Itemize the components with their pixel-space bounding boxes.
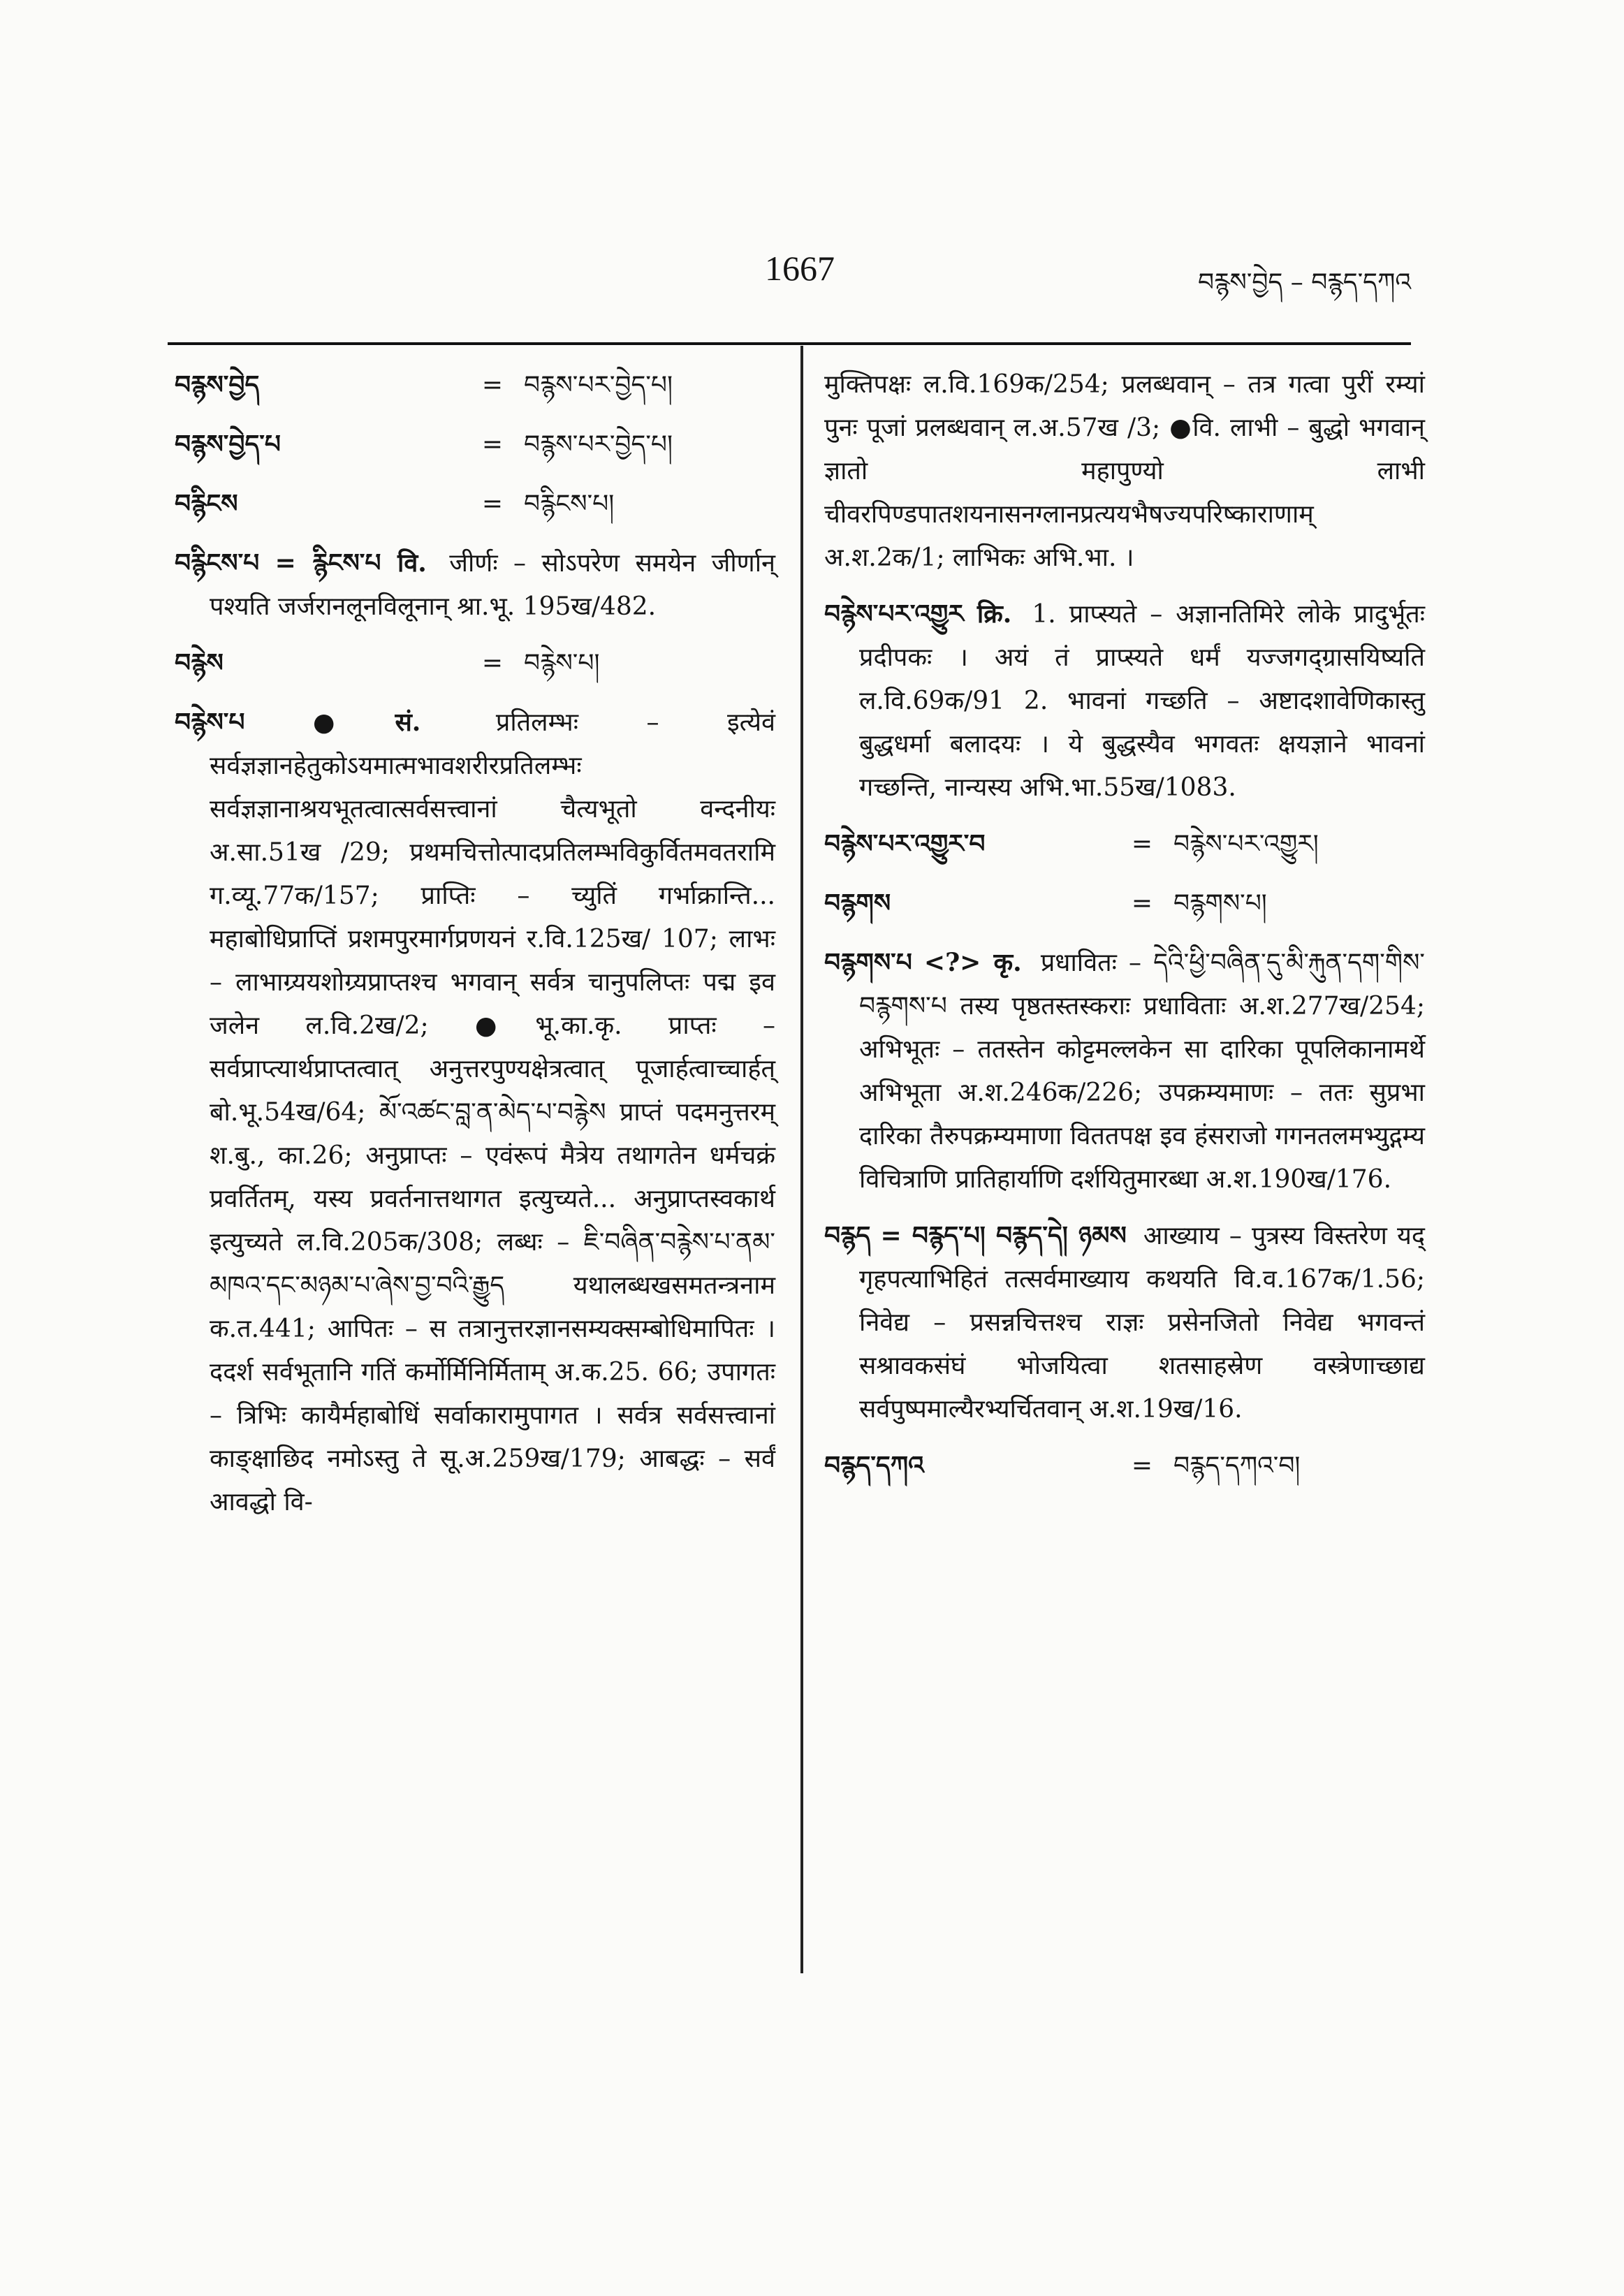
headword: བརྙགས་པ xyxy=(824,948,912,977)
dictionary-entry xyxy=(824,941,1425,1201)
headword: བརྙེས་པར་འགྱུར་བ xyxy=(824,829,986,858)
headword: བརྙས་བྱེད་པ xyxy=(175,430,281,459)
header-rule xyxy=(168,342,1411,345)
equals-sign: = xyxy=(481,490,504,518)
dictionary-entry xyxy=(824,1214,1425,1431)
equals-sign: = xyxy=(481,649,504,678)
entry-text: प्रधावितः – དེའི་ཕྱི་བཞིན་དུ་མི་རྐུན་དག་གིས་བརྙགས་པ तस्य पृष्ठतस्तस्कराः प्रधाविताः अ.श.277ख/254; अभिभूतः – ततस्तेन कोट्टमल्लकेन सा दारिका पूपलिकानामर्थे अभिभूता अ.श.246क/226; उपक्रम्यमाणः – ततः सुप्रभा दारिका तैरुपक्रम्यमाणा विततपक्ष इव हंसराजो गगनतलमभ्युद्गम्य विचित्राणि प्रातिहार्याणि दर्शयितुमारब्धा अ.श.190ख/176. xyxy=(859,949,1425,1194)
right-column xyxy=(824,363,1425,1503)
equals-sign: = xyxy=(481,371,504,400)
headword: བརྙས་བྱེད xyxy=(175,370,260,400)
left-column xyxy=(175,363,775,1537)
entry-text: मुक्तिपक्षः ल.वि.169क/254; प्रलब्धवान् – तत्र गत्वा पुरीं रम्यां पुनः पूजां प्रलब्धवान् ल.अ.57ख /3; ●वि. लाभी – बुद्धो भगवान् ज्ञातो महापुण्यो लाभी चीवरपिण्डपातशयनासनग्लानप्रत्ययभैषज्यपरिष्काराणाम् अ.श.2क/1; लाभिकः अभि.भा. । xyxy=(824,370,1425,572)
grammar-label: ●सं. xyxy=(312,708,421,737)
xref-entry xyxy=(175,363,775,407)
xref-entry xyxy=(824,822,1425,866)
xref-target: བརྙེས་པར་འགྱུར། xyxy=(1173,830,1319,858)
xref-target: བརྙས་པར་བྱེད་པ། xyxy=(524,430,673,459)
headword: བརྙིངས་པ xyxy=(175,548,260,578)
page-header xyxy=(168,248,1411,304)
equals-sign: = xyxy=(1131,830,1153,858)
dictionary-entry xyxy=(824,592,1425,810)
xref-entry xyxy=(175,641,775,685)
headword: བརྙེས་པར་འགྱུར xyxy=(824,599,964,629)
xref-entry xyxy=(175,423,775,467)
headword: བརྙད xyxy=(824,1221,871,1250)
continuation-text xyxy=(824,363,1425,580)
headword: བརྙད་དཀའ xyxy=(824,1451,924,1480)
grammar-label: क्रि. xyxy=(976,599,1012,629)
equals-sign: = xyxy=(1131,889,1153,918)
headword: བརྙགས xyxy=(824,889,891,918)
xref-target: བརྙགས་པ། xyxy=(1173,889,1267,918)
page-number: 1667 xyxy=(765,249,835,288)
xref-entry xyxy=(824,882,1425,926)
dictionary-entry xyxy=(175,541,775,629)
grammar-label: <?> कृ. xyxy=(923,948,1022,977)
headword: བརྙེས xyxy=(175,648,224,678)
xref-entry xyxy=(824,1444,1425,1488)
dictionary-entry xyxy=(175,701,775,1524)
entry-text: जीर्णः – सोऽपरेण समयेन जीर्णान् पश्यति जर्जरानलूनविलूनान् श्रा.भू. 195ख/482. xyxy=(210,549,775,621)
xref-target: བརྙིངས་པ། xyxy=(524,490,615,518)
entry-text: 1. प्राप्स्यते – अज्ञानतिमिरे लोके प्रादुर्भूतः प्रदीपकः । अयं तं प्राप्स्यते धर्मं यज्जगद्ग्रासयिष्यति ल.वि.69क/91 2. भावनां गच्छति – अष्टादशावेणिकास्तु बुद्धधर्मा बलादयः । ये बुद्धस्यैव भगवतः क्षयज्ञाने भावनां गच्छन्ति, नान्यस्य अभि.भा.55ख/1083. xyxy=(859,600,1425,802)
xref-entry xyxy=(175,482,775,526)
grammar-label: = རྙིངས་པ वि. xyxy=(275,548,427,578)
running-head: བརྙས་བྱེད – བརྙད་དཀའ xyxy=(1198,268,1411,297)
entry-text: आख्याय – पुत्रस्य विस्तरेण यद् गृहपत्याभिहितं तत्सर्वमाख्याय कथयति वि.व.167क/1.56; निवेद्य – प्रसन्नचित्तश्च राज्ञः प्रसेनजितो निवेद्य भगवन्तं सश्रावकसंघं भोजयित्वा शतसाहस्रेण वस्त्रेणाच्छाद्य सर्वपुष्पमाल्यैरभ्यर्चितवान् अ.श.19ख/16. xyxy=(859,1222,1425,1424)
grammar-label: = བརྙད་པ། བརྙད་དེ། ཉམས xyxy=(880,1221,1127,1250)
xref-target: བརྙེས་པ། xyxy=(524,649,600,678)
xref-target: བརྙས་པར་བྱེད་པ། xyxy=(524,371,673,400)
equals-sign: = xyxy=(1131,1452,1153,1480)
headword: བརྙིངས xyxy=(175,489,238,518)
xref-target: བརྙད་དཀའ་བ། xyxy=(1173,1452,1301,1480)
column-divider xyxy=(800,346,803,1973)
entry-text: प्रतिलम्भः – इत्येवं सर्वज्ञज्ञानहेतुकोऽयमात्मभावशरीरप्रतिलम्भः सर्वज्ञज्ञानाश्रयभूतत्वात्सर्वसत्त्वानां चैत्यभूतो वन्दनीयः अ.सा.51ख /29; प्रथमचित्तोत्पादप्रतिलम्भविकुर्वितमवतरामि ग.व्यू.77क/157; प्राप्तिः – च्युतिं गर्भाक्रान्ति... महाबोधिप्राप्तिं प्रशमपुरमार्गप्रणयनं र.वि.125ख/ 107; लाभः – लाभाग्र्ययशोग्र्यप्राप्तश्च भगवान् सर्वत्र चानुपलिप्तः पद्म इव जलेन ल.वि.2ख/2; ●भू.का.कृ. प्राप्तः – सर्वप्राप्त्यार्थप्राप्तत्वात् अनुत्तरपुण्यक्षेत्रत्वात् पूजार्हत्वाच्चार्हत् बो.भू.54ख/64; མོ་འཚང་བླ་ན་མེད་པ་བརྙེས प्राप्तं पदमनुत्तरम् श.बु., का.26; अनुप्राप्तः – एवंरूपं मैत्रेय तथागतेन धर्मचक्रं प्रवर्तितम्, यस्य प्रवर्तनात्तथागत इत्युच्यते... अनुप्राप्तस्वकार्थ इत्युच्यते ल.वि.205क/308; लब्धः – ཇི་བཞིན་བརྙེས་པ་ནམ་མཁའ་དང་མཉམ་པ་ཞེས་བྱ་བའི་རྒྱུད यथालब्धखसमतन्त्रनाम क.त.441; आपितः – स तत्रानुत्तरज्ञानसम्यक्सम्बोधिमापितः । ददर्श सर्वभूतानि गतिं कर्मोर्मिनिर्मिताम् अ.क.25. 66; उपागतः – त्रिभिः कायैर्महाबोधिं सर्वाकारामुपागत । सर्वत्र सर्वसत्त्वानां काङ्क्षाछिद नमोऽस्तु ते सू.अ.259ख/179; आबद्धः – सर्वं आवद्धो वि- xyxy=(210,708,775,1516)
headword: བརྙེས་པ xyxy=(175,708,245,737)
equals-sign: = xyxy=(481,430,504,459)
